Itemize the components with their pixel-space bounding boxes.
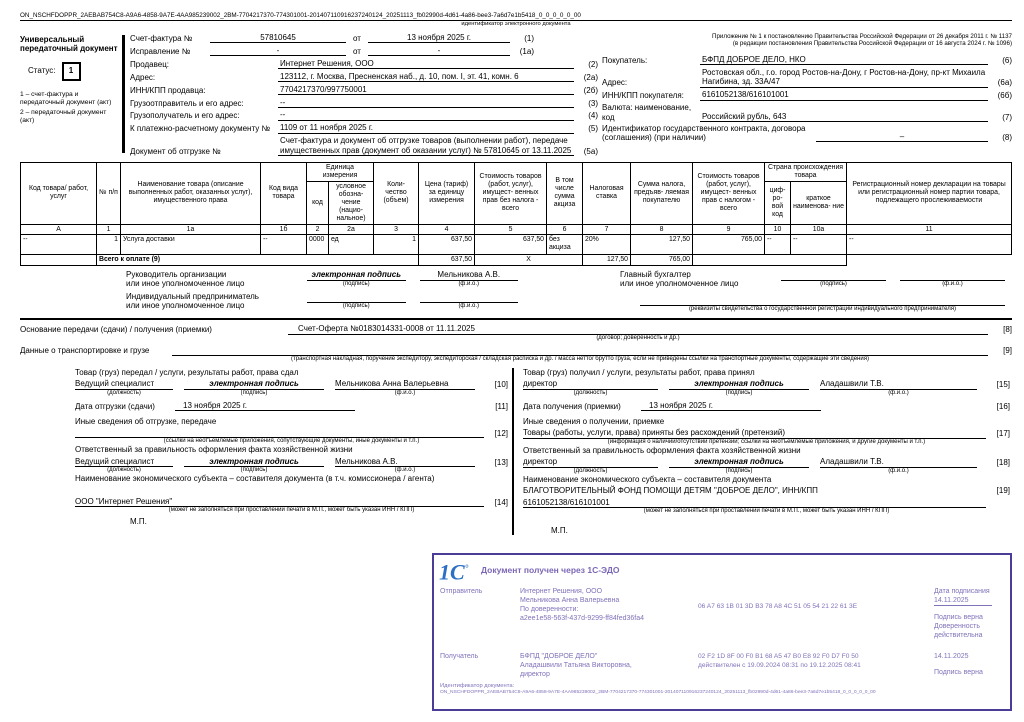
mark-17: [17] [996, 429, 1010, 439]
sender-person: Мельникова Анна Валерьевна [520, 597, 620, 604]
receiver-cert-validity: действителен с 19.09.2024 08:31 по 19.12.2025 08:41 [698, 662, 861, 669]
buyer-label: Покупатель: [602, 55, 648, 65]
transport-value [172, 346, 988, 356]
seller-inn-label: ИНН/КПП продавца: [130, 85, 206, 95]
col-unit-code: код [307, 181, 329, 224]
mark-9: [9] [1003, 346, 1012, 356]
invoice-from-word: от [353, 33, 361, 43]
accountant-fio: (ф.и.о.) [900, 270, 1005, 288]
total-tax: 127,50 [583, 254, 631, 265]
ip-requisites: (реквизиты свидетельства о государственной регистрации индивидуального предпринимателя) [640, 295, 1005, 313]
receiver-label: Получатель [440, 653, 479, 660]
sender-date: 14.11.2025 [934, 596, 992, 606]
col-unit-group: Единица измерения [307, 162, 374, 181]
mp-right: М.П. [551, 526, 568, 536]
basis-caption: (договор; доверенность и др.) [596, 334, 680, 341]
seller-address-label: Адрес: [130, 72, 156, 82]
ship-refs-caption: (ссылки на неотъемлемые приложения, сопутствующие документы, иные документы и т.п.) [163, 438, 420, 445]
ip-signer-label: Индивидуальный предприниматель или иное уполномоченное лицо [126, 291, 259, 310]
handed-title: Товар (груз) передал / услуги, результаты работ, права сдал [75, 367, 299, 377]
handed-position: Ведущий специалист [75, 379, 173, 389]
doc-type-panel [20, 33, 120, 159]
mark-8p: (8) [1002, 133, 1012, 143]
responsible-position-right: директор [523, 457, 658, 467]
total-with-tax: 765,00 [631, 254, 693, 265]
buyer-inn-value: 6161052138/616101001 [700, 90, 988, 100]
correction-date-value: - [368, 46, 510, 56]
responsible-title-right: Ответственный за правильность оформления факта хозяйственной жизни [523, 445, 801, 455]
mark-11: [11] [495, 401, 508, 411]
mark-4: (4) [588, 111, 598, 121]
other-ship-info-label: Иные сведения об отгрузке, передаче [75, 416, 217, 426]
ship-date-value: 13 ноября 2025 г. [175, 401, 355, 411]
vertical-divider [122, 35, 125, 153]
col-kind: Код вида товара [261, 162, 307, 224]
col-reg-number: Регистрационный номер декларации на товары или регистрационный номер партии товара, подлежащего прослеживаемости [847, 162, 1012, 224]
responsible-title-left: Ответственный за правильность оформления факта хозяйственной жизни [75, 445, 353, 455]
mark-12: [12] [494, 428, 508, 438]
sender-status-1: Подпись верна [934, 614, 983, 621]
col-country-name: краткое наименова- ние [791, 181, 847, 224]
col-product-code: Код товара/ работ, услуг [21, 162, 97, 224]
receiver-org-block [520, 652, 698, 679]
regulation-line-1: Приложение № 1 к постановлению Правительства Российской Федерации от 26 декабря 2011 г. № 1137 [712, 32, 1012, 40]
responsible-signature-right: электронная подпись [669, 457, 809, 467]
header-zone [20, 33, 1012, 159]
col-unit-symbol: условное обозна- чение (нацио- нальное) [329, 181, 374, 224]
col-excise: В том числе сумма акциза [547, 162, 583, 224]
mark-16: [16] [996, 401, 1010, 411]
mark-2: (2) [588, 59, 598, 69]
stamp-doc-id-label: Идентификатор документа: [440, 683, 515, 689]
electronic-doc-id: ON_NSCHFDOPPR_2AEBAB754C8-A9A6-4858-9A7E-4AA985239002_2BM-7704217370-774301001-201407110916237240124_20251113_fb02990d-4d61-4a86-bee3-7a6d7e1b5418_0_0_0_0_0_00 [20, 12, 1012, 21]
head-signer-label: Руководитель организации или иное уполномоченное лицо [126, 269, 245, 288]
consignor-label: Грузоотправитель и его адрес: [130, 98, 244, 108]
responsible-fio-right: Аладашвили Т.В. [820, 457, 977, 467]
col-tax-amount: Сумма налога, предъяв- ляемая покупателю [631, 162, 693, 224]
status-legend-1: 1 – счет-фактура и передаточный документ (акт) [20, 90, 112, 106]
responsible-fio-left: Мельникова А.В. [335, 457, 475, 467]
responsible-signature-left: электронная подпись [184, 457, 324, 467]
col-cost-with-tax: Стоимость товаров (работ, услуг), имущест- венных прав с налогом - всего [693, 162, 765, 224]
invoice-number-value: 57810645 [210, 33, 346, 43]
mark-6b: (6б) [997, 91, 1012, 101]
head-signature: электронная подпись (подпись) [307, 270, 406, 288]
transfer-basis-label: Основание передачи (сдачи) / получения (приемки) [20, 325, 212, 335]
mp-left: М.П. [130, 517, 147, 527]
handover-left: Товар (груз) передал / услуги, результаты работ, права сдал Ведущий специалист электронная подпись Мельникова Анна Валерьевна [10] (должность) (подпись) (ф.и.о.) Дата отгрузки (сдачи) 13 ноября 2025 г. [11] Иные сведения об отгрузке, передаче [12] (ссылки на неотъемлемые приложения, сопутствующие документы, иные документы и т.п.) Ответственный за правильность оформления факта хозяйственной жизни Ведущий специалист электронная подпись Мельникова А.В. [13] (должность) (подпись) (ф.и.о.) Наименование экономического субъекта – составителя документа (в т.ч. комиссионера / агента) ООО "Интернет Решения" [14] (может не заполняться при проставлении печати в М.П., может быть указан ИНН / КПП) М.П. [75, 367, 508, 527]
consignor-value: -- [278, 98, 574, 108]
handed-fio: Мельникова Анна Валерьевна [335, 379, 475, 389]
sender-status-2: Доверенность действительна [934, 623, 983, 639]
accountant-label: Главный бухгалтер или иное уполномоченное лицо [620, 269, 739, 288]
receiver-date-block [934, 652, 1006, 679]
accountant-signature: (подпись) [781, 270, 886, 288]
total-no-tax: 637,50 [419, 254, 475, 265]
sender-label: Отправитель [440, 588, 483, 595]
invoice-number-label: Счет-фактура № [130, 33, 193, 43]
receiver-date: 14.11.2025 [934, 653, 969, 660]
section-divider [20, 318, 1012, 321]
status-label: Статус: [28, 66, 56, 76]
sender-org-block [520, 587, 698, 640]
buyer-address-value: Ростовская обл., г.о. город Ростов-на-Дону, г Ростов-на-Дону, пр-кт Михаила Нагибина, зд. 33А/47 [700, 68, 988, 88]
seller-label: Продавец: [130, 59, 170, 69]
col-name: Наименование товара (описание выполненных работ, оказанных услуг), имущественного права [121, 162, 261, 224]
stamp-doc-id-block [440, 683, 1006, 696]
entity-title-left: Наименование экономического субъекта – составителя документа (в т.ч. комиссионера / агента) [75, 474, 435, 484]
entity-title-right: Наименование экономического субъекта – составителя документа [523, 474, 772, 484]
status-value-box: 1 [62, 62, 81, 81]
transport-label: Данные о транспортировке и грузе [20, 346, 150, 356]
mark-18: [18] [996, 458, 1010, 468]
handover-zone [20, 368, 1012, 536]
totals-label: Всего к оплате (9) [97, 254, 419, 265]
mark-2a: (2а) [583, 72, 598, 82]
transfer-basis-row [20, 324, 1012, 334]
buyer-section [598, 33, 1012, 159]
col-country-group: Страна происхождения товара [765, 162, 847, 181]
stamp-doc-id: ON_NSCHFDOPPR_2AEBAB754C8-A9A6-4858-9A7E-4AA985239002_2BM-7704217370-774301001-201407110916237240124_20251113_fb02990d-4d61-4a86-bee3-7a6d7e1b5418_0_0_0_0_0_00 [440, 690, 876, 695]
other-receive-info-label: Иные сведения о получении, приемке [523, 416, 665, 426]
seller-section [130, 33, 598, 159]
doc-type-title: Универсальный передаточный документ [20, 34, 118, 54]
mark-5a: (5а) [583, 146, 598, 156]
entity-name-right-1: БЛАГОТВОРИТЕЛЬНЫЙ ФОНД ПОМОЩИ ДЕТЯМ "ДОБРОЕ ДЕЛО", ИНН/КПП [523, 486, 818, 496]
mark-10: [10] [494, 380, 508, 390]
mark-15: [15] [996, 380, 1010, 390]
receiver-cert-block [698, 652, 934, 679]
sender-cert-block [698, 587, 934, 640]
sender-poa-label: По доверенности: [520, 606, 579, 613]
buyer-value: БФПД ДОБРОЕ ДЕЛО, НКО [700, 55, 988, 65]
ip-signature: (подпись) [307, 292, 406, 310]
mp-note-right: (может не заполняться при проставлении печати в М.П., может быть указан ИНН / КПП) [643, 508, 890, 515]
stamp-sender-row [440, 587, 1006, 640]
other-ship-info-value [75, 428, 484, 438]
responsible-position-left: Ведущий специалист [75, 457, 173, 467]
mark-6a: (6а) [997, 78, 1012, 88]
mark-2b: (2б) [583, 85, 598, 95]
receiver-org: БФПД "ДОБРОЕ ДЕЛО" [520, 653, 598, 660]
totals-row [21, 254, 1012, 265]
mark-19: [19] [996, 486, 1010, 496]
receiver-cert: 02 F2 1D 8F 00 F0 B1 68 A5 47 B0 E8 92 F0 D7 F0 50 [698, 653, 859, 660]
mark-7: (7) [1002, 112, 1012, 122]
col-price: Цена (тариф) за единицу измерения [419, 162, 475, 224]
other-receive-info-value: Товары (работы, услуги, права) приняты без расхождений (претензий) [523, 428, 986, 438]
col-tax-rate: Налоговая ставка [583, 162, 631, 224]
entity-name-left: ООО "Интернет Решения" [75, 497, 484, 507]
handover-right: Товар (груз) получил / услуги, результаты работ, права принял директор электронная подпись Аладашвили Т.В. [15] (должность) (подпись) (ф.и.о.) Дата получения (приемки) 13 ноября 2025 г. [16] Иные сведения о получении, приемке Товары (работы, услуги, права) приняты без расхождений (претензий) [17] (информация о наличии/отсутствии претензий; ссылки на неотъемлемые приложения, и другие документы и т.п.) Ответственный за правильность оформления факта хозяйственной жизни директор электронная подпись Аладашвили Т.В. [18] (должность) (подпись) (ф.и.о.) Наименование экономического субъекта – составителя документа БЛАГОТВОРИТЕЛЬНЫЙ ФОНД ПОМОЩИ ДЕТЯМ "ДОБРОЕ ДЕЛО", ИНН/КПП [19] 6161052138/616101001 (может не заполняться при проставлении печати в М.П., может быть указан ИНН / КПП) М.П. [523, 367, 1010, 536]
stamp-title: Документ получен через 1С-ЭДО [481, 565, 620, 575]
col-cost-wo-tax: Стоимость товаров (работ, услуг), имущест- венных прав без налога - всего [475, 162, 547, 224]
invoice-date-value: 13 ноября 2025 г. [368, 33, 510, 43]
goods-table: Код товара/ работ, услуг № п/п Наименование товара (описание выполненных работ, оказанных услуг), имущественного права Код вида товара Единица измерения Коли- чество (объем) Цена (тариф) за единицу измерения Стоимость товаров (работ, услуг), имущест- венных прав без налога - всего В том числе сумма акциза Налоговая ставка Сумма налога, предъяв- ляемая покупателю Стоимость товаров (работ, услуг), имущест- венных прав с налогом - всего Страна происхождения товара Регистрационный номер декларации на товары или регистрационный номер партии товара, подлежащего прослеживаемости код условное обозна- чение (нацио- нальное) циф- ро- вой код краткое наименова- ние А 1 1а 1б 2 2а 3 4 5 6 7 8 9 10 10а 11 -- 1 Услуга доставки -- 0000 ед 1 637,50 637,50 без акциза 20% 127,50 765,00 -- -- -- Всего к оплате (9) 637,50 X 127,50 765,00 [20, 162, 1012, 266]
received-fio: Аладашвили Т.В. [820, 379, 977, 389]
mark-14: [14] [494, 497, 508, 507]
head-fio: Мельникова А.В. (ф.и.о.) [420, 270, 519, 288]
gov-contract-label: Идентификатор государственного контракта, договора (соглашения) (при наличии) [602, 124, 806, 143]
regulation-note [602, 33, 1012, 48]
transport-row [20, 346, 1012, 356]
sender-date-block [934, 587, 1006, 640]
1c-logo-icon: 1С° [439, 559, 469, 585]
entity-name-right-2: 6161052138/616101001 [523, 498, 986, 508]
gov-contract-value: – [816, 132, 988, 142]
stamp-receiver-row [440, 652, 1006, 679]
payment-doc-value: 1109 от 11 ноября 2025 г. [278, 123, 574, 133]
received-title: Товар (груз) получил / услуги, результаты работ, права принял [523, 367, 755, 377]
status-legend-2: 2 – передаточный документ (акт) [20, 108, 107, 124]
sender-cert: 06 A7 63 1B 01 3D B3 78 A8 4C 51 05 54 21 22 61 3E [698, 603, 858, 610]
correction-number-label: Исправление № [130, 46, 191, 56]
mark-5: (5) [588, 124, 598, 134]
mark-1a: (1а) [519, 46, 534, 56]
receiver-person: Аладашвили Татьяна Викторовна, [520, 662, 632, 669]
mp-note-left: (может не заполняться при проставлении печати в М.П., может быть указан ИНН / КПП) [168, 507, 415, 514]
edo-signature-stamp [432, 553, 1012, 711]
col-qty: Коли- чество (объем) [374, 162, 419, 224]
buyer-inn-label: ИНН/КПП покупателя: [602, 91, 684, 101]
payment-doc-label: К платежно-расчетному документу № [130, 124, 271, 134]
received-position: директор [523, 379, 658, 389]
sender-date-label: Дата подписания [934, 588, 990, 595]
currency-value: Российский рубль, 643 [700, 112, 988, 122]
handed-signature: электронная подпись [184, 379, 324, 389]
ship-date-label: Дата отгрузки (сдачи) [75, 401, 155, 411]
shipping-doc-label: Документ об отгрузке № [130, 146, 221, 156]
code-a: А [21, 224, 97, 234]
mark-6: (6) [1002, 55, 1012, 65]
mark-3: (3) [588, 98, 598, 108]
seller-address-value: 123112, г. Москва, Пресненская наб., д. 10, пом. I, эт. 41, комн. 6 [278, 72, 574, 82]
signatures-zone [20, 270, 1012, 317]
consignee-value: -- [278, 110, 574, 120]
electronic-doc-id-caption: идентификатор электронного документа [461, 21, 571, 27]
regulation-line-2: (в редакции постановления Правительства Российской Федерации от 16 августа 2024 г. № 1096) [732, 40, 1012, 48]
mark-8: [8] [1003, 325, 1012, 335]
ip-fio: (ф.и.о.) [420, 292, 519, 310]
seller-value: Интернет Решения, ООО [278, 59, 574, 69]
receiver-status: Подпись верна [934, 669, 983, 676]
buyer-address-label: Адрес: [602, 78, 628, 88]
correction-number-value: - [210, 46, 346, 56]
transport-caption: (транспортная накладная, поручение экспедитору, экспедиторская / складская расписка и др. / масса нетто/ брутто груза, если не приведены ссылки на транспортные документы, содержащие эти сведения) [291, 355, 869, 362]
currency-label: Валюта: наименование, код [602, 103, 692, 122]
transfer-basis-value: Счет-Оферта №0183014331-0008 от 11.11.2025 [288, 324, 988, 334]
received-signature: электронная подпись [669, 379, 809, 389]
correction-from-word: от [353, 46, 361, 56]
receiver-position: директор [520, 671, 550, 678]
goods-name-cell: Услуга доставки [121, 234, 261, 254]
seller-inn-value: 7704217370/997750001 [278, 85, 574, 95]
receive-date-value: 13 ноября 2025 г. [641, 401, 821, 411]
receive-date-label: Дата получения (приемки) [523, 401, 621, 411]
recv-refs-caption: (информация о наличии/отсутствии претензий; ссылки на неотъемлемые приложения, и другие документы и т.п.) [607, 438, 926, 445]
sender-poa-id: a2ee1e58-563f-437d-9299-ff84fed36fa4 [520, 615, 645, 622]
shipping-doc-value: Счет-фактура и документ об отгрузке товаров (выполнении работ), передаче имущественных прав (документ об оказании услуг) № 57810645 от 13.11.2025 [278, 136, 574, 156]
mark-1: (1) [524, 33, 534, 43]
total-x: X [475, 254, 583, 265]
col-country-code: циф- ро- вой код [765, 181, 791, 224]
consignee-label: Грузополучатель и его адрес: [130, 111, 240, 121]
goods-row: -- 1 Услуга доставки -- 0000 ед 1 637,50 637,50 без акциза 20% 127,50 765,00 -- -- -- [21, 234, 1012, 254]
col-line-no: № п/п [97, 162, 121, 224]
mark-13: [13] [494, 457, 508, 467]
sender-org: Интернет Решения, ООО [520, 588, 603, 595]
